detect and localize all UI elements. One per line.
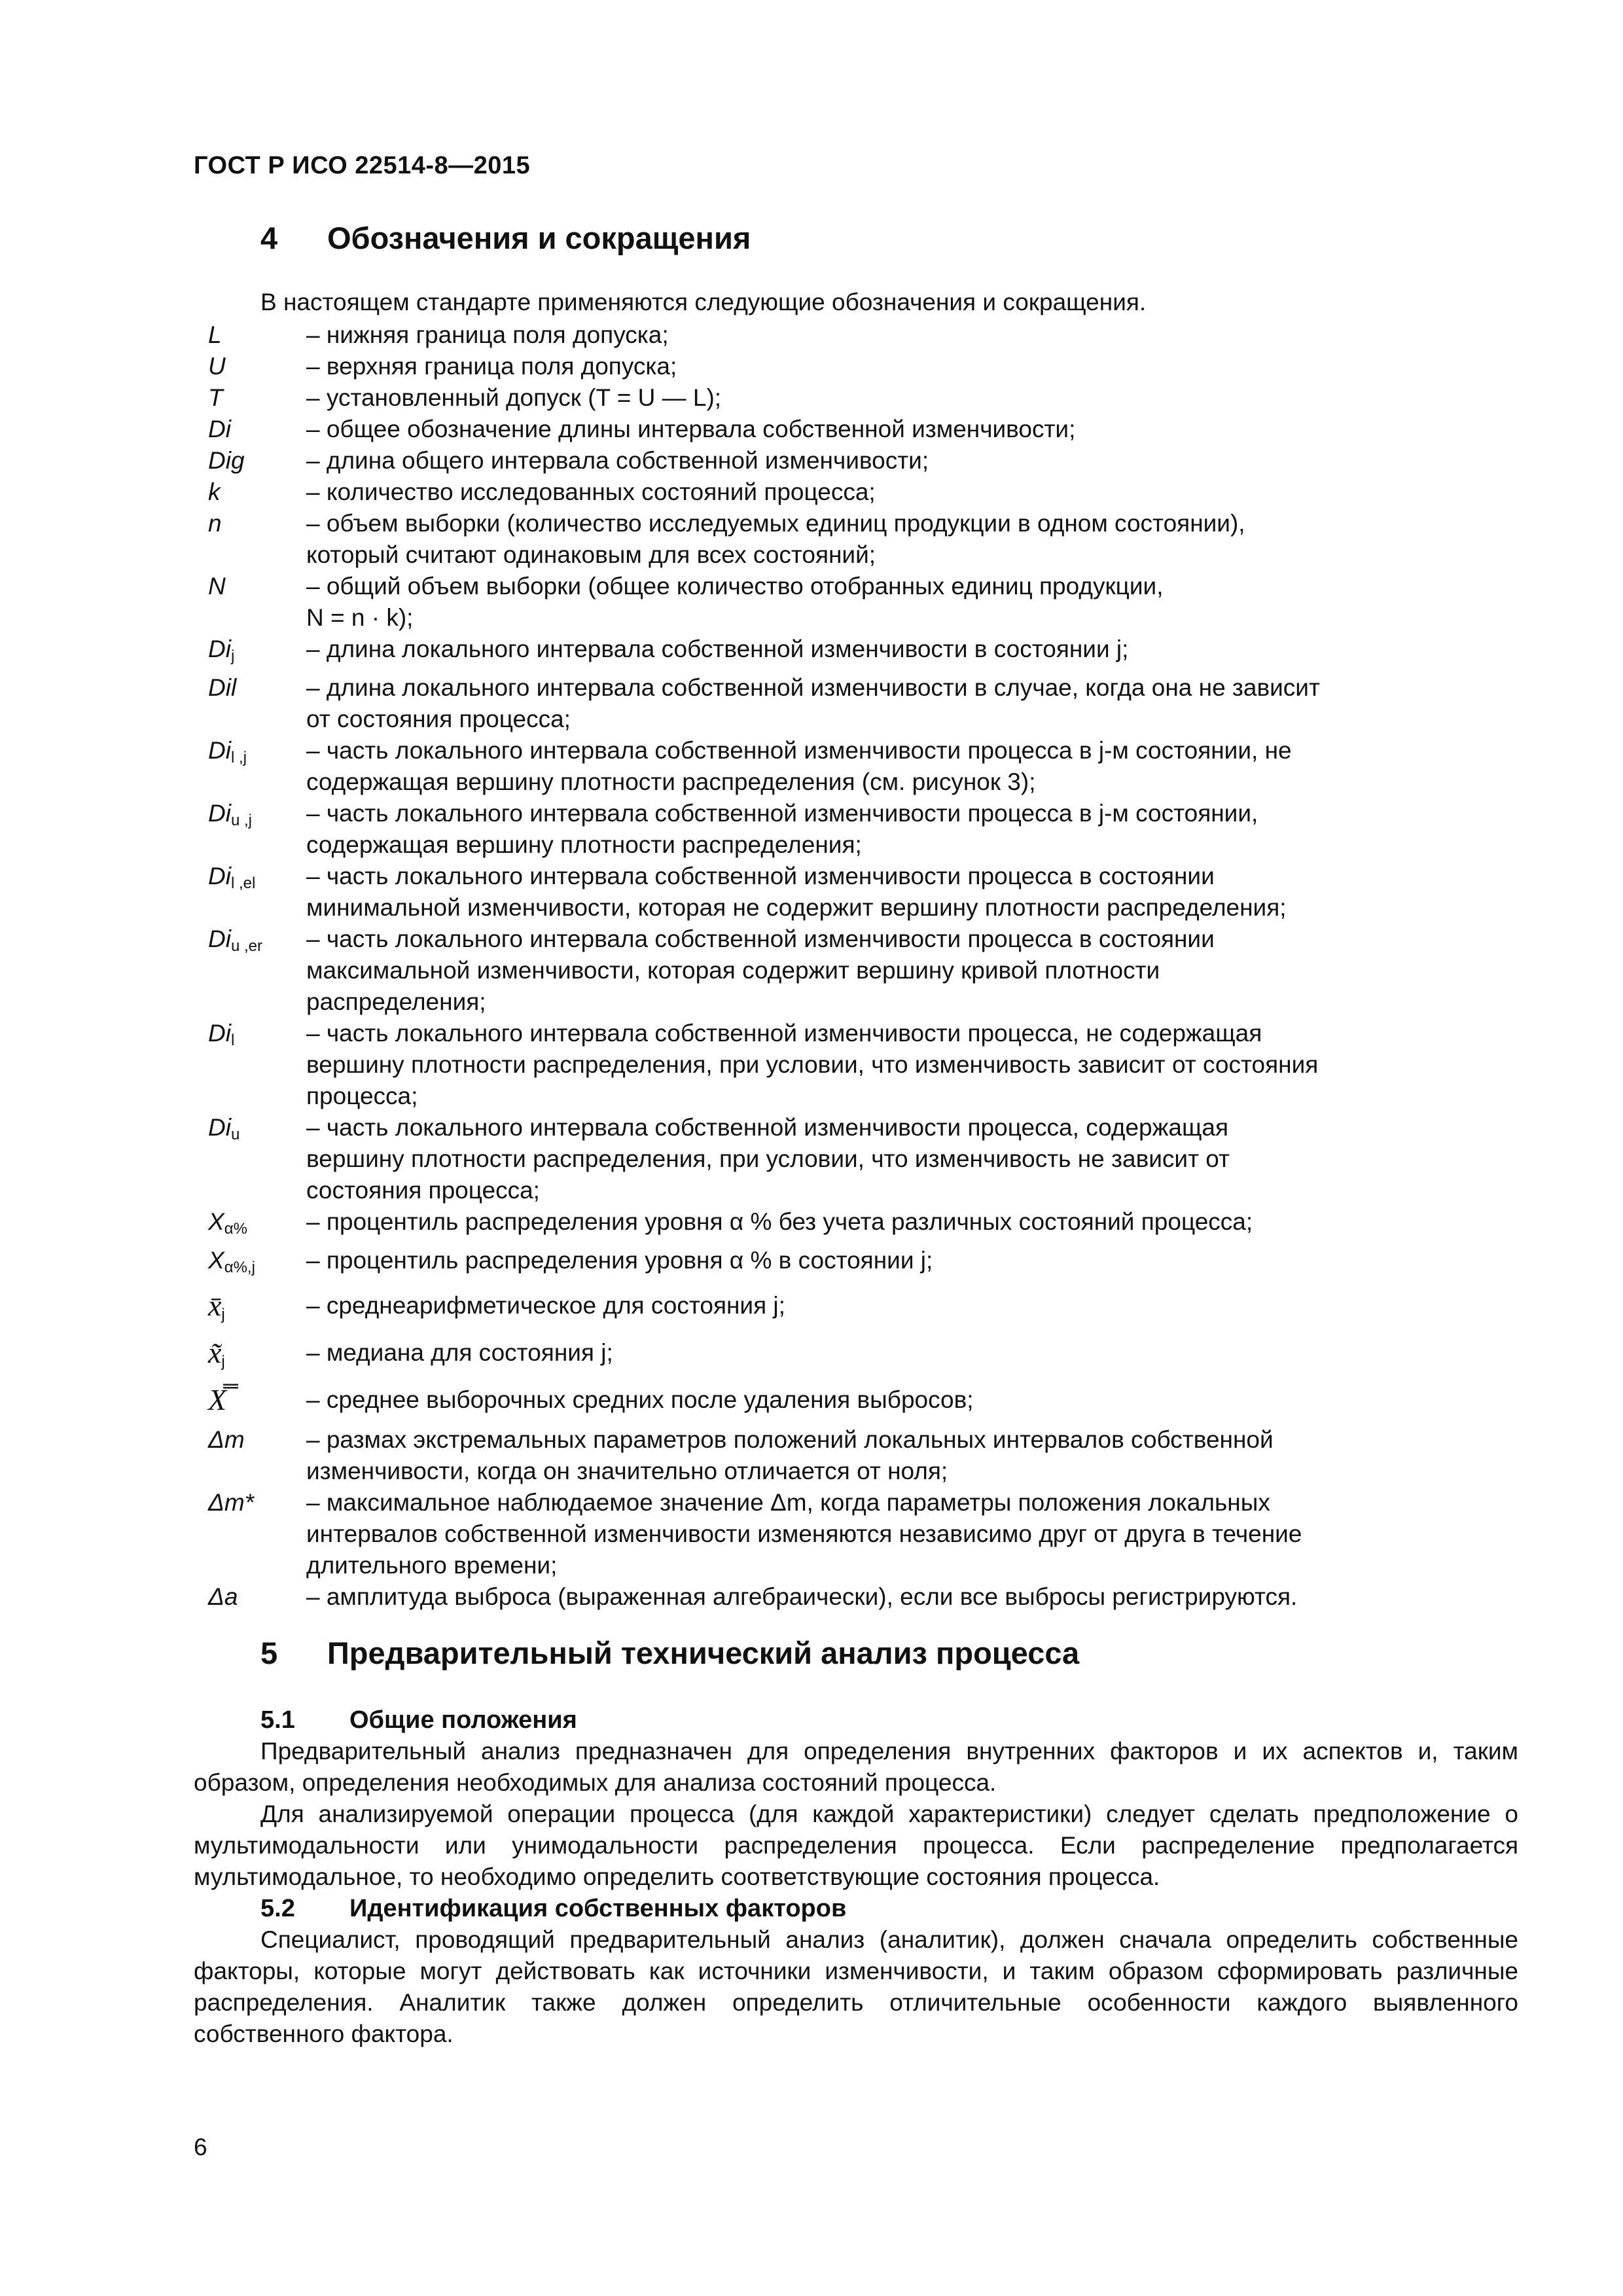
definition-text: – размах экстремальных параметров положений локальных интервалов собственной изменчивости, когда он значительно отличается от ноля; <box>306 1426 1274 1484</box>
definition-row <box>208 414 1510 445</box>
section-5-number: 5 <box>260 1636 278 1670</box>
definition-text: – часть локального интервала собственной изменчивости процесса, содержащая вершину плотности распределения, при условии, что изменчивость не зависит от состояния процесса; <box>306 1114 1230 1204</box>
definition-symbol: $x̃_j$ <box>208 1336 225 1371</box>
definition-row <box>208 508 1510 571</box>
definition-text: – длина общего интервала собственной изменчивости; <box>306 447 929 474</box>
definition-row <box>208 1581 1510 1613</box>
standard-header: ГОСТ Р ИСО 22514-8—2015 <box>194 152 531 179</box>
section-4-title: Обозначения и сокращения <box>327 221 751 255</box>
definition-row <box>208 672 1510 735</box>
definition-symbol: k <box>208 478 221 505</box>
subsection-5-2-heading <box>194 1893 1518 1924</box>
subsection-5-1-number: 5.1 <box>260 1706 295 1734</box>
definition-text: – часть локального интервала собственной изменчивости процесса в j-м состоянии, не содержащая вершину плотности распределения (см. рисунок 3); <box>306 737 1292 795</box>
paragraph-5-2-1: Специалист, проводящий предварительный анализ (аналитик), должен сначала определить собственные факторы, которые могут действовать как источники изменчивости, и таким образом сформировать различные распределения. Аналитик также должен определить отличительные особенности каждого выявленного собственного фактора. <box>194 1926 1518 2047</box>
definition-symbol: $X_{\alpha\%,j}$ <box>208 1247 255 1276</box>
definition-symbol-subscript: u <box>230 1126 240 1143</box>
definition-row <box>208 1384 1510 1418</box>
definition-row <box>208 1487 1510 1581</box>
definition-symbol-subscript: l ,j <box>230 749 247 766</box>
definition-text: – среднеарифметическое для состояния j; <box>306 1292 785 1319</box>
definition-text: – общее обозначение длины интервала собственной изменчивости; <box>306 416 1076 442</box>
definition-row <box>208 1018 1510 1112</box>
definition-symbol-subscript: α% <box>224 1220 247 1238</box>
definition-text: – часть локального интервала собственной изменчивости процесса в состоянии минимальной изменчивости, которая не содержит вершину плотности распределения; <box>306 863 1287 921</box>
paragraph-5-1-1: Предварительный анализ предназначен для определения внутренних факторов и их аспектов и, таким образом, определения необходимых для анализа состояний процесса. <box>194 1738 1518 1796</box>
definition-symbol: U <box>208 353 226 380</box>
definition-text: – верхняя граница поля допуска; <box>306 353 677 380</box>
definition-row <box>208 571 1510 634</box>
definition-symbol-subscript: j <box>221 1353 225 1371</box>
definition-symbol-subscript: l <box>230 1031 235 1049</box>
paragraph-5-1-2: Для анализируемой операции процесса (для каждой характеристики) следует сделать предположение о мультимодальности или унимодальности распределения процесса. Если распределение предполагается мультимодальное, то необходимо определить соответствующие состояния процесса. <box>194 1801 1518 1890</box>
definition-symbol-subscript: l ,el <box>230 874 256 892</box>
section-4-number: 4 <box>260 221 278 255</box>
definition-row <box>208 319 1510 351</box>
definition-text: – часть локального интервала собственной изменчивости процесса в j-м состоянии, содержащая вершину плотности распределения; <box>306 800 1258 858</box>
section-4-intro: В настоящем стандарте применяются следующие обозначения и сокращения. <box>260 289 1147 315</box>
definition-row <box>208 924 1510 1018</box>
definition-symbol-subscript: j <box>230 647 235 665</box>
definition-symbol-subscript: u ,er <box>230 937 262 955</box>
definition-symbol: $Di_{u ,j}$ <box>208 800 252 829</box>
definition-text: – амплитуда выброса (выраженная алгебраически), если все выбросы регистрируются. <box>306 1583 1298 1610</box>
definition-text: – медиана для состояния j; <box>306 1339 613 1366</box>
definition-symbol: $X_{\alpha\%}$ <box>208 1208 247 1238</box>
definition-text: – количество исследованных состояний процесса; <box>306 478 876 505</box>
page-number: 6 <box>194 2134 207 2161</box>
definition-row <box>208 1245 1510 1283</box>
definition-row <box>208 476 1510 508</box>
definition-symbol-subscript: α%,j <box>224 1259 255 1276</box>
definition-text: – часть локального интервала собственной изменчивости процесса, не содержащая вершину плотности распределения, при условии, что изменчивость зависит от состояния процесса; <box>306 1020 1319 1109</box>
section-5-title: Предварительный технический анализ процесса <box>327 1636 1080 1670</box>
definition-row <box>208 735 1510 798</box>
subsection-5-1-title: Общие положения <box>349 1706 577 1734</box>
definition-symbol: Dil <box>208 674 237 701</box>
definition-text: – среднее выборочных средних после удаления выбросов; <box>306 1386 974 1413</box>
definition-symbol-subscript: u ,j <box>230 812 252 829</box>
definition-row <box>208 1290 1510 1331</box>
definition-text: – длина локального интервала собственной изменчивости в случае, когда она не зависит от состояния процесса; <box>306 674 1320 732</box>
definition-symbol-subscript: j <box>221 1306 225 1323</box>
definition-row <box>208 1206 1510 1245</box>
definition-symbol: $Di_{l ,j}$ <box>208 737 247 766</box>
definition-symbol: $Di_l$ <box>208 1020 235 1049</box>
definition-row <box>208 1424 1510 1487</box>
definition-text: – процентиль распределения уровня α % в состоянии j; <box>306 1247 933 1274</box>
definition-row <box>208 1337 1510 1378</box>
definitions-list <box>208 319 1510 1613</box>
definition-symbol: $Di_u$ <box>208 1114 240 1143</box>
definition-symbol: n <box>208 510 222 537</box>
definition-text: – нижняя граница поля допуска; <box>306 321 669 348</box>
definition-row <box>208 861 1510 924</box>
definition-text: – объем выборки (количество исследуемых единиц продукции в одном состоянии), который считают одинаковым для всех состояний; <box>306 510 1245 568</box>
definition-row <box>208 1112 1510 1206</box>
definition-text: – процентиль распределения уровня α % без учета различных состояний процесса; <box>306 1208 1253 1235</box>
section-5-heading <box>260 1635 1079 1671</box>
definition-row <box>208 445 1510 476</box>
definition-symbol: N <box>208 573 226 600</box>
section-4-heading <box>260 220 751 256</box>
definition-symbol: $Di_{u ,er}$ <box>208 925 262 955</box>
definition-symbol: Dig <box>208 447 245 474</box>
definition-symbol: Δm <box>208 1426 245 1453</box>
definition-text: – общий объем выборки (общее количество отобранных единиц продукции, N = n · k); <box>306 573 1164 631</box>
definition-symbol: $Di_j$ <box>208 636 235 665</box>
definition-symbol: L <box>208 321 222 348</box>
section-5-body <box>194 1704 1518 2050</box>
definition-symbol: T <box>208 384 223 411</box>
definition-symbol: $Di_{l ,el}$ <box>208 863 256 892</box>
definition-row <box>208 382 1510 414</box>
subsection-5-2-number: 5.2 <box>260 1895 295 1922</box>
definition-symbol: Δm* <box>208 1489 255 1516</box>
subsection-5-2-title: Идентификация собственных факторов <box>349 1895 847 1922</box>
subsection-5-1-heading <box>194 1704 1518 1736</box>
definition-symbol: $x̄_j$ <box>208 1289 225 1323</box>
definition-text: – установленный допуск (T = U — L); <box>306 384 722 411</box>
definition-symbol: Δa <box>208 1583 238 1610</box>
definition-text: – часть локального интервала собственной изменчивости процесса в состоянии максимальной изменчивости, которая содержит вершину кривой плотности распределения; <box>306 925 1215 1015</box>
definition-row <box>208 351 1510 382</box>
definition-row <box>208 634 1510 672</box>
definition-text: – максимальное наблюдаемое значение Δm, когда параметры положения локальных интервалов собственной изменчивости изменяются независимо друг от друга в течение длительного времени; <box>306 1489 1302 1579</box>
definition-symbol: Di <box>208 416 231 442</box>
definition-text: – длина локального интервала собственной изменчивости в состоянии j; <box>306 636 1129 662</box>
definition-row <box>208 798 1510 861</box>
definition-symbol: X̿ <box>208 1383 227 1416</box>
